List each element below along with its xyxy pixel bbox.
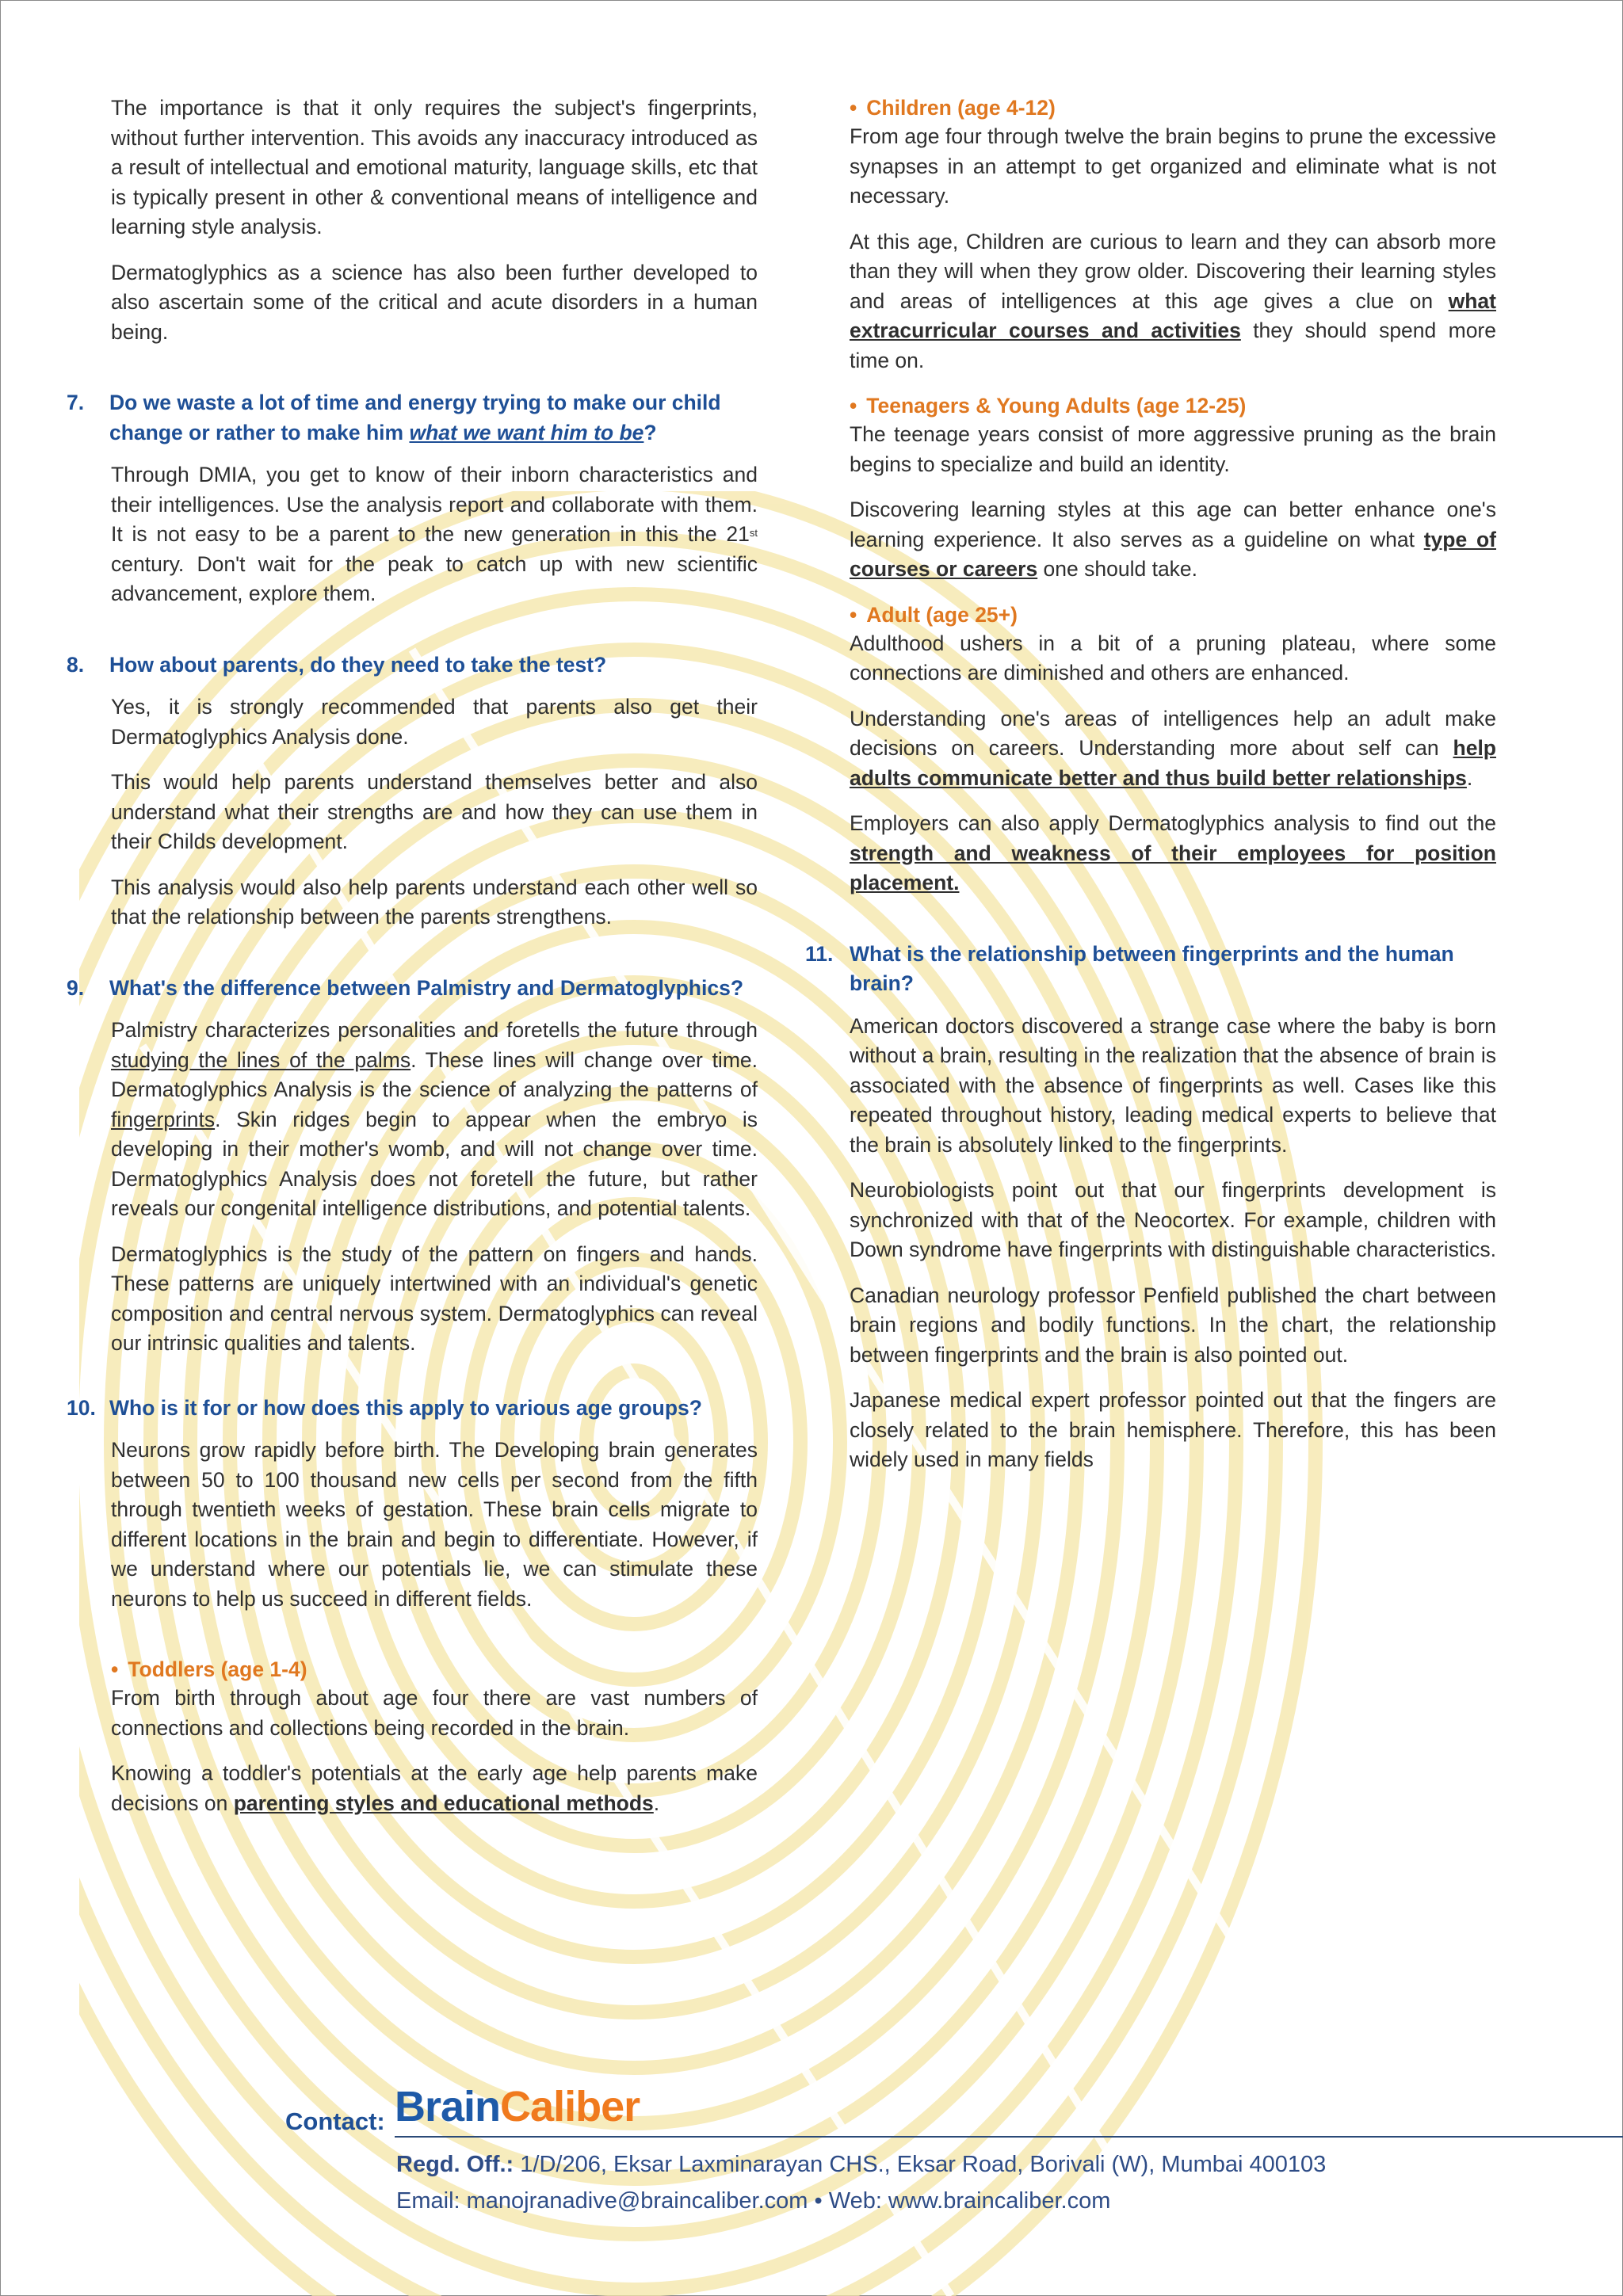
q11-paragraph-3: Canadian neurology professor Penfield published the chart between brain regions and bodily functions. In the chart, the relationship between fingerprints and the brain is also pointed out. xyxy=(850,1283,1496,1367)
q8-paragraph-2: This would help parents understand themselves better and also understand what their strengths are and how they can use them in their Childs development. xyxy=(111,770,758,853)
left-column xyxy=(67,93,758,1834)
q10-paragraph: Neurons grow rapidly before birth. The Developing brain generates between 50 to 100 thousand new cells per second from the fifth through twentieth weeks of gestation. These brain cells migrate to different locations in the brain and begin to differentiate. However, if we understand where our potentials lie, we can stimulate these neurons to help us succeed in different fields. xyxy=(111,1438,758,1611)
question-8 xyxy=(67,650,758,681)
age-heading-teens: • Teenagers & Young Adults (age 12-25) xyxy=(850,394,1247,418)
teens-paragraph-1: The teenage years consist of more aggressive pruning as the brain begins to specialize and build an identity. xyxy=(850,422,1496,476)
contact-label: Contact: xyxy=(285,2107,385,2135)
regd-label: Regd. Off.: xyxy=(396,2152,514,2177)
question-text: How about parents, do they need to take the test? xyxy=(109,652,607,677)
question-7 xyxy=(67,388,758,448)
question-number: 7. xyxy=(67,391,85,414)
teens-paragraph-2: Discovering learning styles at this age can better enhance one's learning experience. It also serves as a guideline on what type of courses or careers one should take. xyxy=(850,498,1496,581)
q11-paragraph-2: Neurobiologists point out that our fingerprints development is synchronized with that of the Neocortex. For example, children with Down syndrome have fingerprints with distinguishable characteristics. xyxy=(850,1178,1496,1261)
q8-paragraph-3: This analysis would also help parents understand each other well so that the relationship between the parents strengthens. xyxy=(111,875,758,929)
footer-divider xyxy=(395,2136,1623,2138)
toddlers-paragraph-1: From birth through about age four there are vast numbers of connections and collections being recorded in the brain. xyxy=(111,1686,758,1740)
question-9 xyxy=(67,974,758,1004)
question-number: 8. xyxy=(67,652,85,677)
right-column xyxy=(805,93,1496,1491)
q11-paragraph-4: Japanese medical expert professor pointed out that the fingers are closely related to the brain hemisphere. Therefore, this has been widely used in many fields xyxy=(850,1388,1496,1471)
question-number: 9. xyxy=(67,975,85,1000)
age-heading-adult: • Adult (age 25+) xyxy=(850,602,1018,627)
children-paragraph-2: At this age, Children are curious to learn and they can absorb more than they will when they grow older. Discovering their learning styles and areas of intelligences at this age gives a clue on what extracurricular courses and activities they should spend more time on. xyxy=(850,229,1496,372)
question-text: Who is it for or how does this apply to various age groups? xyxy=(109,1395,702,1420)
toddlers-paragraph-2: Knowing a toddler's potentials at the early age help parents make decisions on parenting styles and educational methods. xyxy=(111,1761,758,1815)
question-text: What's the difference between Palmistry and Dermatoglyphics? xyxy=(109,975,744,1000)
question-number: 10. xyxy=(67,1395,96,1420)
q9-paragraph-1: Palmistry characterizes personalities and foretells the future through studying the lines of the palms. These lines will change over time. Dermatoglyphics Analysis is the science of analyzing the patterns of fingerprints. Skin ridges begin to appear when the embryo is developing in their mother's womb, and will not change over time. Dermatoglyphics Analysis does not foretell the future, but rather reveals our congenital intelligence distributions, and potential talents. xyxy=(111,1018,758,1220)
registered-office-address: Regd. Off.: 1/D/206, Eksar Laxminarayan CHS., Eksar Road, Borivali (W), Mumbai 400103 xyxy=(396,2152,1327,2177)
intro-paragraph-1: The importance is that it only requires the subject's fingerprints, without further intervention. This avoids any inaccuracy introduced as a result of intellectual and emotional maturity, language skills, etc that is typically present in other & conventional means of intelligence and learning style analysis. xyxy=(111,96,758,238)
adult-paragraph-3: Employers can also apply Dermatoglyphics analysis to find out the strength and weakness of their employees for position placement. xyxy=(850,811,1496,894)
age-heading-toddlers: • Toddlers (age 1-4) xyxy=(111,1657,307,1681)
adult-paragraph-1: Adulthood ushers in a bit of a pruning plateau, where some connections are diminished and others are enhanced. xyxy=(850,631,1496,685)
intro-paragraph-2: Dermatoglyphics as a science has also been further developed to also ascertain some of the critical and acute disorders in a human being. xyxy=(111,260,758,344)
q11-paragraph-1: American doctors discovered a strange case where the baby is born without a brain, resulting in the realization that the absence of brain is associated with the absence of fingerprints as well. Cases like this repeated throughout history, leading medical experts to believe that the brain is absolutely linked to the fingerprints. xyxy=(850,1013,1496,1157)
age-heading-children: • Children (age 4-12) xyxy=(850,96,1056,120)
q8-paragraph-1: Yes, it is strongly recommended that parents also get their Dermatoglyphics Analysis done. xyxy=(111,695,758,749)
braincaliber-logo: BrainCaliber xyxy=(395,2083,640,2130)
q7-paragraph: Through DMIA, you get to know of their inborn characteristics and their intelligences. Use the analysis report and collaborate with them. It is not easy to be a parent to the new generation in this the 21st century. Don't wait for the peak to catch up with new scientific advancement, explore them. xyxy=(111,463,758,605)
question-text: What is the relationship between fingerprints and the human brain? xyxy=(850,941,1454,995)
adult-paragraph-2: Understanding one's areas of intelligences help an adult make decisions on careers. Understanding more about self can help adults communicate better and thus build better relationships. xyxy=(850,706,1496,790)
question-10 xyxy=(67,1394,758,1424)
question-11 xyxy=(805,940,1496,999)
question-number: 11. xyxy=(805,941,834,966)
emphasis-text: what we want him to be xyxy=(409,420,644,444)
question-text: Do we waste a lot of time and energy trying to make our child change or rather to make him what we want him to be? xyxy=(109,391,721,444)
children-paragraph-1: From age four through twelve the brain begins to prune the excessive synapses in an attempt to get organized and eliminate what is not necessary. xyxy=(850,124,1496,208)
q9-paragraph-2: Dermatoglyphics is the study of the pattern on fingers and hands. These patterns are uniquely intertwined with an individual's genetic composition and central nervous system. Dermatoglyphics can reveal our intrinsic qualities and talents. xyxy=(111,1241,758,1355)
email-web-line: Email: manojranadive@braincaliber.com • Web: www.braincaliber.com xyxy=(396,2188,1111,2214)
